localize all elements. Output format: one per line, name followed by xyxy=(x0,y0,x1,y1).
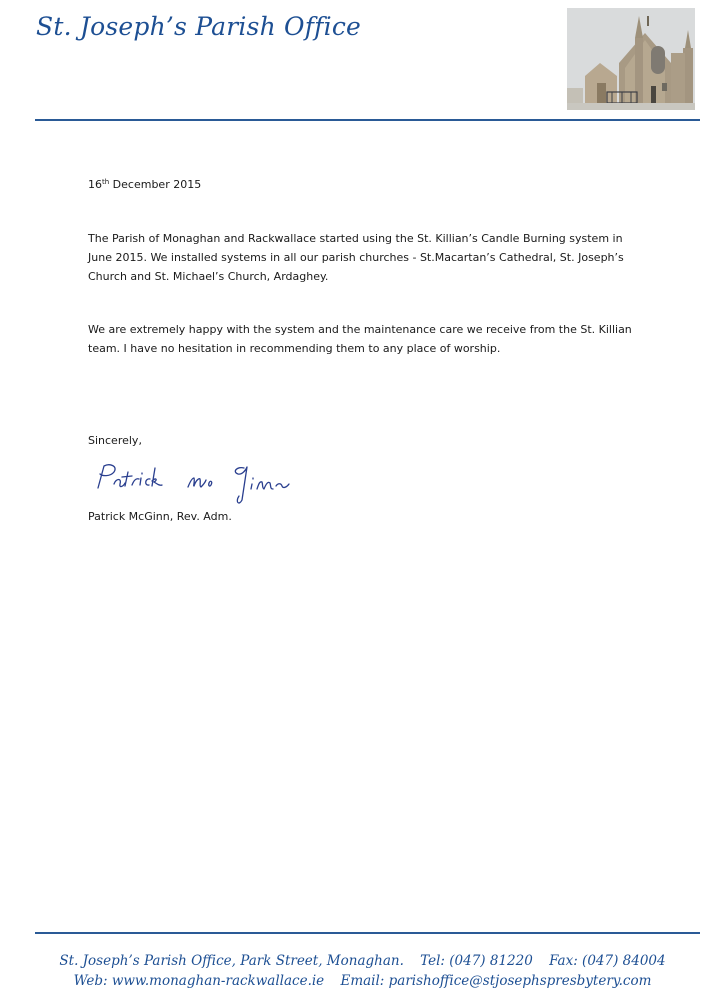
letter-closing: Sincerely, xyxy=(88,434,142,447)
footer-divider xyxy=(35,932,700,934)
footer-email[interactable]: Email: parishoffice@stjosephspresbytery.com xyxy=(340,973,652,989)
date-suffix: th xyxy=(102,178,110,186)
footer-address-line xyxy=(0,953,705,969)
church-building-icon xyxy=(567,8,695,110)
signature-icon xyxy=(92,458,307,508)
letter-paragraph: We are extremely happy with the system and the maintenance care we receive from the St. Killian team. I have no hesitation in recommending them to any place of worship. xyxy=(88,323,632,355)
letter-paragraph: The Parish of Monaghan and Rackwallace started using the St. Killian’s Candle Burning system in June 2015. We installed systems in all our parish churches - St.Macartan’s Cathedral, St. Joseph’s Church and St. Michael’s Church, Ardaghey. xyxy=(88,232,624,283)
signer-name: Patrick McGinn, Rev. Adm. xyxy=(88,510,232,523)
footer-tel: Tel: (047) 81220 xyxy=(420,953,533,969)
signature xyxy=(92,458,307,508)
footer-contact-line xyxy=(0,973,705,989)
footer-fax: Fax: (047) 84004 xyxy=(549,953,666,969)
date-month-year: December 2015 xyxy=(109,178,202,191)
letterhead-title: St. Joseph’s Parish Office xyxy=(36,12,362,41)
header-divider xyxy=(35,119,700,121)
church-photo xyxy=(567,8,695,110)
footer-address: St. Joseph’s Parish Office, Park Street, Monaghan. xyxy=(59,953,404,969)
letter-date xyxy=(88,175,648,194)
date-day: 16 xyxy=(88,178,102,191)
footer-web[interactable]: Web: www.monaghan-rackwallace.ie xyxy=(73,973,325,989)
